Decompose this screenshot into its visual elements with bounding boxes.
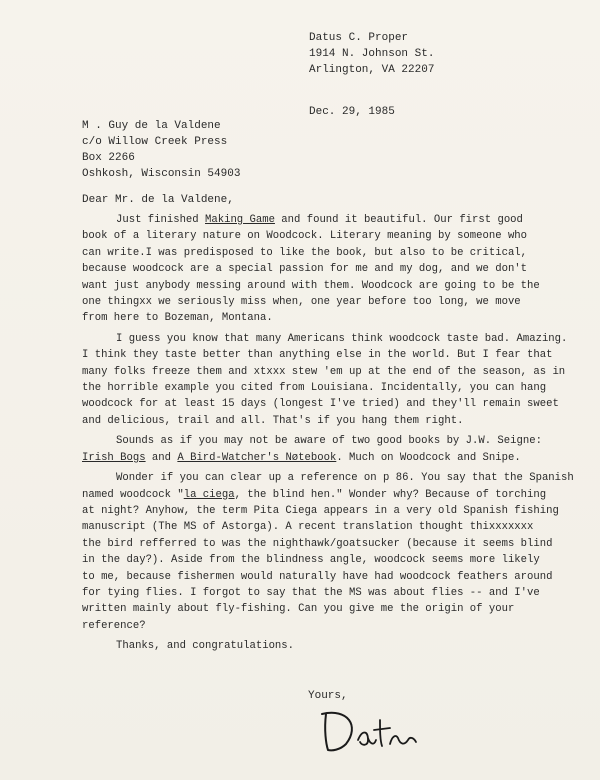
letter-line: [82, 618, 582, 634]
letter-text: . Much on Woodcock and Snipe.: [336, 451, 521, 464]
letter-line: [82, 228, 582, 244]
letter-text: from here to Bozeman, Montana.: [82, 312, 273, 325]
letter-text: for tying flies. I forgot to say that the MS was about flies -- and I've: [82, 586, 540, 599]
letter-line: [82, 470, 582, 486]
letter-line: [82, 380, 582, 396]
letter-text: I think they taste better than anything else in the world. But I fear that: [82, 349, 553, 362]
letter-text: can write.I was predisposed to like the book, but also to be critical,: [82, 246, 528, 259]
sender-street: 1914 N. Johnson St.: [309, 48, 435, 60]
letter-text: manuscript (The MS of Astorga). A recent translation thought thixxxxxxx: [82, 521, 534, 534]
letter-text: woodcock for at least 15 days (longest I've tried) and they'll remain sweet: [82, 398, 559, 411]
closing: Yours,: [308, 690, 348, 702]
recipient-address: [82, 118, 240, 182]
letter-text: and: [145, 451, 178, 464]
letter-text: book of a literary nature on Woodcock. Literary meaning by someone who: [82, 230, 528, 243]
letter-line: [82, 364, 582, 380]
letter-paragraph: [82, 470, 582, 634]
letter-text: Just finished: [116, 214, 206, 226]
letter-text: , the blind hen." Wonder why? Because of torching: [234, 488, 547, 501]
letter-text: and delicious, trail and all. That's if you hang them right.: [82, 414, 464, 427]
underlined-title: la ciega: [183, 488, 235, 501]
letter-line: [82, 261, 582, 277]
recipient-box: Box 2266: [82, 152, 135, 164]
letter-body: [82, 212, 582, 659]
letter-text: written mainly about fly-fishing. Can you give me the origin of your: [82, 603, 515, 616]
letter-text: many folks freeze them and xtxxx stew 'em up at the end of the season, as in: [82, 365, 566, 378]
underlined-title: Making Game: [205, 214, 275, 226]
sender-address: [309, 30, 434, 78]
letter-text: Sounds as if you may not be aware of two good books by J.W. Seigne:: [116, 435, 542, 448]
letter-text: the bird refferred to was the nighthawk/goatsucker (because it seems blind: [82, 537, 553, 550]
letter-line: [82, 638, 582, 654]
letter-text: Wonder if you can clear up a reference on p 86. You say that the Spanish: [116, 472, 574, 485]
recipient-care-of: c/o Willow Creek Press: [82, 136, 228, 148]
letter-text: Thanks, and congratulations.: [116, 640, 295, 653]
letter-line: [82, 552, 582, 568]
letter-line: [82, 433, 582, 449]
underlined-title: A Bird-Watcher's Nøtebook: [177, 451, 337, 464]
letter-text: because woodcock are a special passion for me and my dog, and we don't: [82, 263, 528, 276]
letter-text: I guess you know that many Americans think woodcock taste bad. Amazing.: [116, 332, 568, 345]
letter-line: [82, 310, 582, 326]
letter-line: [82, 294, 582, 310]
letter-line: [82, 569, 582, 585]
letter-text: one thingxx we seriously miss when, one year before too long, we move: [82, 296, 521, 309]
letter-line: [82, 503, 582, 519]
letter-text: to me, because fishermen would naturally have had woodcock feathers around: [82, 570, 553, 583]
sender-name: Datus C. Proper: [309, 32, 409, 44]
letter-line: [82, 519, 582, 535]
letter-line: [82, 212, 582, 228]
letter-text: in the day?). Aside from the blindness angle, woodcock seems more likely: [82, 554, 540, 567]
letter-line: [82, 245, 582, 261]
letter-line: [82, 331, 582, 347]
letter-paragraph: [82, 212, 582, 327]
underlined-title: Irish Bogs: [82, 451, 146, 464]
letter-text: named woodcock ": [82, 488, 184, 501]
letter-text: the horrible example you cited from Louisiana. Incidentally, you can hang: [82, 382, 547, 395]
letter-text: want just anybody messing around with them. Woodcock are going to be the: [82, 279, 540, 292]
letter-line: [82, 487, 582, 503]
letter-paragraph: [82, 638, 582, 654]
letter-text: at night? Anyhow, the term Pita Ciega appears in a very old Spanish fishing: [82, 504, 559, 517]
letter-text: reference?: [82, 619, 146, 632]
letter-paragraph: [82, 331, 582, 429]
letter-text: and found it beautiful. Our first good: [274, 214, 523, 226]
salutation: Dear Mr. de la Valdene,: [82, 194, 234, 206]
letter-paragraph: [82, 433, 582, 466]
recipient-city: Oshkosh, Wisconsin 54903: [82, 168, 241, 180]
letter-line: [82, 278, 582, 294]
handwritten-signature: [318, 700, 428, 758]
letter-line: [82, 450, 582, 466]
sender-city: Arlington, VA 22207: [309, 64, 435, 76]
letter-line: [82, 536, 582, 552]
letter-line: [82, 601, 582, 617]
letter-date: Dec. 29, 1985: [309, 106, 395, 118]
recipient-name: M . Guy de la Valdene: [82, 120, 221, 132]
letter-line: [82, 396, 582, 412]
letter-line: [82, 585, 582, 601]
letter-line: [82, 347, 582, 363]
letter-line: [82, 413, 582, 429]
